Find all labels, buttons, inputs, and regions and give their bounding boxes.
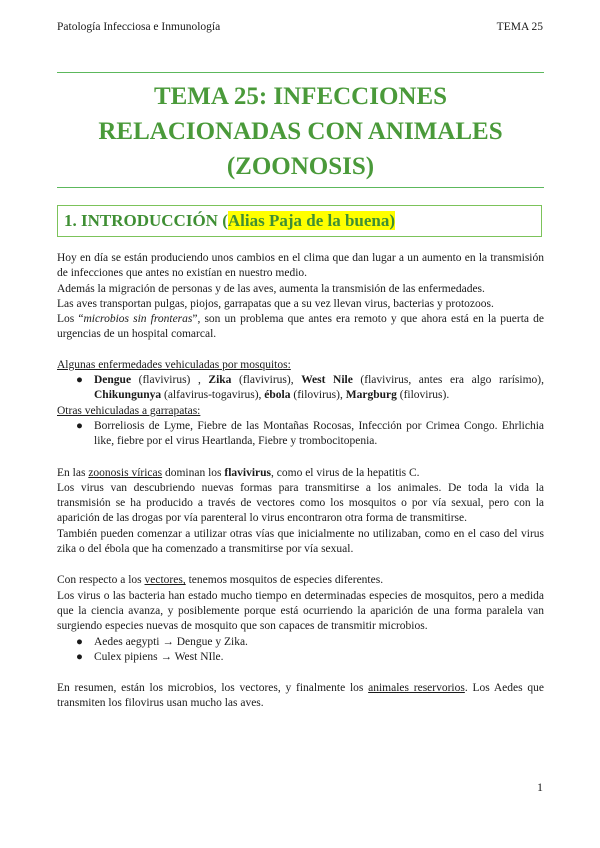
bullet-icon: ● [76,374,83,387]
bullet-icon: ● [76,635,83,648]
title-line-3: (ZOONOSIS) [226,153,375,180]
paragraph-zoonosis [57,466,544,481]
subheading-garrapatas: Otras vehiculadas a garrapatas: [57,404,201,417]
text-span: tenemos mosquitos de especies diferentes. [185,574,384,587]
page-title [57,79,544,184]
header-course-name: Patología Infecciosa e Inmunología [57,21,221,33]
paragraph-vectors [57,573,544,588]
disease-name: Zika [208,374,232,387]
text-span: En resumen, están los microbios, los vectores, y finalmente los [57,682,369,695]
text-span: Culex pipiens → West NIle. [94,650,224,663]
underlined-text: animales reservorios [368,682,465,695]
title-line-2: RELACIONADAS CON ANIMALES [98,118,503,145]
section-heading-box [57,205,542,237]
header-topic-number: TEMA 25 [496,21,543,33]
text-span: Borreliosis de Lyme, Fiebre de las Montañas Rocosas, Infección por Crimea Congo. Ehrlichia like, fiebre por el virus Heartlanda, Fiebre y trombocitopenia. [94,419,544,448]
paragraph-other-routes: También pueden comenzar a utilizar otras vías que inicialmente no utilizaban, como en el caso del virus zika o del ébola que ha comenzado a transmitirse por vía sexual. [57,527,544,556]
section-heading [64,211,395,231]
list-mosquito-diseases [57,373,544,404]
text-span: (filovirus), [290,389,346,402]
list-vector-species [57,635,544,666]
paragraph-summary [57,681,544,712]
text-span: (alfavirus-togavirus), [161,389,265,402]
disease-name: West Nile [301,374,353,387]
list-item [57,419,544,450]
paragraph-virus-forms: Los virus van descubriendo nuevas formas para transmitirse a los animales. De toda la vida la transmisión se ha producido a través de vectores como los mosquitos o por vía sexual, pero con la aparición de las drogas por vía parenteral lo virus encontraron otra forma de transmitirse. [57,481,544,525]
section-label: 1. INTRODUCCIÓN ( [64,211,228,230]
text-span: Los “ [57,313,84,326]
text-span: (flavivirus) , [131,374,209,387]
title-rule-top [57,72,544,73]
paragraph-birds: Las aves transportan pulgas, piojos, garrapatas que a su vez llevan virus, bacterias y protozoos. [57,297,494,310]
list-item [57,650,544,665]
text-span: (flavivirus), [231,374,302,387]
disease-name: ébola [264,389,291,402]
emphasis-text: microbios sin fronteras [83,313,193,326]
text-span: Aedes aegypti → Dengue y Zika. [94,635,248,648]
document-body [57,251,544,712]
text-span: ”, son un problema que antes era remoto y que ahora está en la puerta de urgencias de un hospital comarcal. [57,313,544,341]
disease-name: Margburg [345,389,397,402]
text-span: , como el virus de la hepatitis C. [271,466,420,479]
underlined-text: zoonosis víricas [88,466,163,479]
page-number: 1 [537,780,543,794]
paragraph-migration: Además la migración de personas y de las aves, aumenta la transmisión de las enfermedades. [57,282,485,295]
paragraph-climate: Hoy en día se están produciendo unos cambios en el clima que dan lugar a un aumento en la transmisión de infecciones que antes no existían en nuestro medio. [57,252,544,280]
list-item [57,635,544,650]
bold-text: flavivirus [224,466,272,479]
text-span: (filovirus). [396,389,450,402]
bullet-icon: ● [76,419,83,432]
section-highlight: Alias Paja de la buena) [227,211,396,230]
disease-name: Chikungunya [94,389,162,402]
text-span: (flavivirus, antes era algo rarísimo), [352,374,545,387]
text-span: Con respecto a los [57,574,145,587]
paragraph-mosquito-species: Los virus o las bacteria han estado mucho tiempo en determinadas especies de mosquitos, pero a medida que la ciencia avanza, y posiblemente porque está ocurriendo la aparición de una forma paralela van surgiendo especies nuevas de mosquito que son capaces de transmitir microbios. [57,589,544,633]
list-tick-diseases [57,419,544,450]
title-rule-bottom [57,187,544,188]
disease-name: Dengue [94,374,132,387]
text-span: dominan los [162,466,225,479]
subheading-mosquitos: Algunas enfermedades vehiculadas por mosquitos: [57,358,291,371]
text-span: . Los Aedes que transmiten los filovirus usan mucho las aves. [57,682,544,710]
paragraph-microbes [57,312,544,343]
bullet-icon: ● [76,650,83,663]
title-line-1: TEMA 25: INFECCIONES [153,83,448,110]
underlined-text: vectores, [144,574,186,587]
list-item [57,373,544,404]
text-span: En las [57,466,89,479]
